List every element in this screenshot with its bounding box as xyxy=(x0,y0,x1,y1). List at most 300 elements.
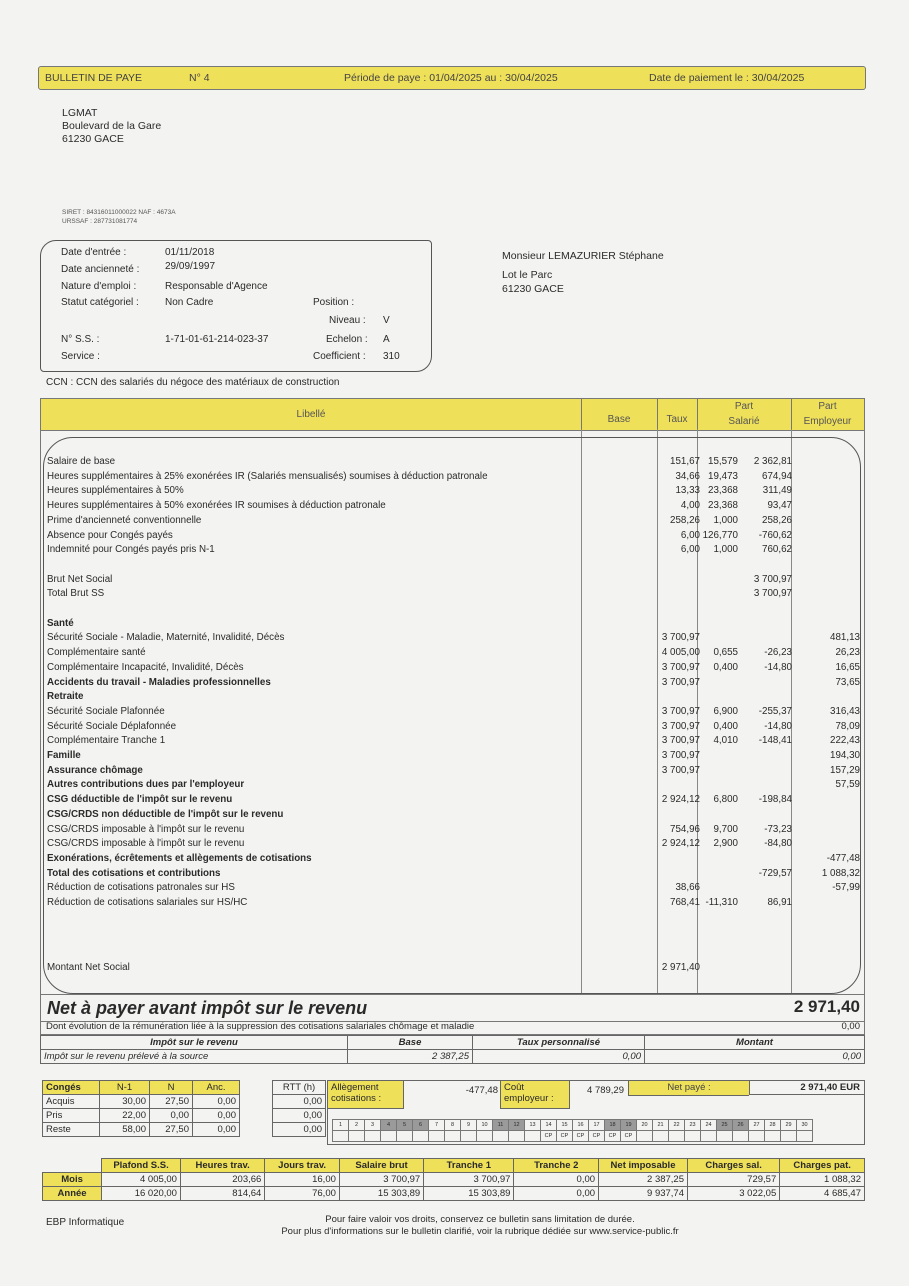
table-row xyxy=(41,558,864,573)
day-cell: 24 xyxy=(701,1120,717,1131)
leave-row-label: Reste xyxy=(43,1123,100,1137)
day-cell: 7 xyxy=(429,1120,445,1131)
cumul-header: Tranche 1 xyxy=(424,1159,514,1173)
leave-row-label: Pris xyxy=(43,1109,100,1123)
cumul-row-label: Mois xyxy=(43,1173,102,1187)
row-salarie: -198,84 xyxy=(758,794,792,806)
cumul-cell: 9 937,74 xyxy=(599,1187,688,1201)
footer-brand: EBP Informatique xyxy=(46,1217,125,1228)
table-row xyxy=(41,749,864,764)
day-cell: 20 xyxy=(637,1120,653,1131)
day-cp-cell xyxy=(701,1131,717,1142)
day-cell: 27 xyxy=(749,1120,765,1131)
header-part-salarie xyxy=(697,399,792,430)
row-label: Assurance chômage xyxy=(47,764,143,776)
day-cell: 4 xyxy=(381,1120,397,1131)
row-taux: 0,400 xyxy=(713,720,738,732)
row-base: 3 700,97 xyxy=(661,661,700,673)
row-salarie: 3 700,97 xyxy=(753,588,792,600)
row-label: Indemnité pour Congés payés pris N-1 xyxy=(47,544,215,556)
header-salarie: Salarié xyxy=(728,416,760,427)
row-salarie: -760,62 xyxy=(758,529,792,541)
day-cell: 5 xyxy=(397,1120,413,1131)
header-part: Part xyxy=(734,401,754,412)
row-taux: 0,655 xyxy=(713,647,738,659)
payment-date: Date de paiement le : 30/04/2025 xyxy=(649,72,805,84)
leave-h3: Anc. xyxy=(193,1081,240,1095)
table-row xyxy=(41,514,864,529)
row-label: Salaire de base xyxy=(47,456,116,467)
leave-cell: 27,50 xyxy=(150,1123,193,1137)
row-employeur: 481,13 xyxy=(830,632,860,644)
day-cp-cell xyxy=(445,1131,461,1142)
day-cp-cell xyxy=(637,1131,653,1142)
table-row xyxy=(41,823,864,838)
cumul-cell: 814,64 xyxy=(180,1187,264,1201)
row-base: 3 700,97 xyxy=(661,705,700,717)
table-row xyxy=(41,837,864,852)
row-employeur: 16,65 xyxy=(835,661,860,673)
row-taux: 2,900 xyxy=(713,838,738,850)
table-row xyxy=(41,852,864,867)
tax-montant: 0,00 xyxy=(645,1050,865,1064)
day-cell: 22 xyxy=(669,1120,685,1131)
row-label: Heures supplémentaires à 25% exonérées IR (Salariés mensualisés) soumises à déduction patronale xyxy=(47,470,488,482)
cumul-header xyxy=(43,1159,102,1173)
header-libelle: Libellé xyxy=(41,399,582,430)
tax-taux: 0,00 xyxy=(473,1050,645,1064)
day-cell: 2 xyxy=(349,1120,365,1131)
net-social-value: 2 971,40 xyxy=(661,962,700,973)
bulletin-number: N° 4 xyxy=(189,72,210,84)
cumul-cell: 16 020,00 xyxy=(102,1187,181,1201)
cumul-cell: 1 088,32 xyxy=(780,1173,865,1187)
employer-name: LGMAT xyxy=(62,107,98,119)
row-base: 6,00 xyxy=(680,544,700,556)
row-base: 3 700,97 xyxy=(661,750,700,761)
table-row xyxy=(41,529,864,544)
row-employeur: 222,43 xyxy=(830,735,860,747)
tax-header-base: Base xyxy=(348,1036,473,1050)
day-cell: 1 xyxy=(333,1120,349,1131)
day-cp-cell xyxy=(653,1131,669,1142)
footer-notice xyxy=(200,1214,760,1238)
row-base: 4,00 xyxy=(680,500,700,512)
row-employeur: -57,99 xyxy=(832,882,860,894)
row-employeur: 57,59 xyxy=(835,779,860,791)
table-body xyxy=(40,429,865,994)
row-label: Retraite xyxy=(47,691,84,703)
row-taux: 15,579 xyxy=(708,456,738,467)
leave-cell: 22,00 xyxy=(100,1109,150,1123)
day-cp-cell: CP xyxy=(589,1131,605,1142)
value-date-entree: 01/11/2018 xyxy=(165,247,215,258)
row-taux: 23,368 xyxy=(708,485,738,497)
table-row xyxy=(41,617,864,632)
row-salarie: -148,41 xyxy=(758,735,792,747)
label-anciennete: Date ancienneté : xyxy=(61,264,140,275)
day-cp-cell xyxy=(525,1131,541,1142)
row-label: Complémentaire Incapacité, Invalidité, Décès xyxy=(47,661,244,673)
row-label: Total des cotisations et contributions xyxy=(47,867,221,879)
day-cell: 6 xyxy=(413,1120,429,1131)
employee-info-box xyxy=(40,240,432,372)
row-label: Santé xyxy=(47,617,74,629)
header-part-employeur xyxy=(791,399,864,430)
row-base: 151,67 xyxy=(670,456,700,467)
row-salarie: -73,23 xyxy=(764,823,792,835)
row-label: CSG/CRDS imposable à l'impôt sur le revenu xyxy=(47,838,245,850)
table-row xyxy=(41,455,864,470)
day-cell: 11 xyxy=(493,1120,509,1131)
net-before-tax-label: Net à payer avant impôt sur le revenu xyxy=(47,998,368,1018)
row-salarie: -14,80 xyxy=(764,661,792,673)
row-base: 4 005,00 xyxy=(661,647,700,659)
row-salarie: 93,47 xyxy=(767,500,792,512)
day-cell: 23 xyxy=(685,1120,701,1131)
table-row xyxy=(41,690,864,705)
row-label: CSG/CRDS imposable à l'impôt sur le revenu xyxy=(47,823,245,835)
table-row xyxy=(41,646,864,661)
day-cp-cell: CP xyxy=(557,1131,573,1142)
siret: SIRET : 84316011000022 NAF : 4673A xyxy=(62,209,176,216)
label-date-entree: Date d'entrée : xyxy=(61,247,127,258)
cumul-header: Salaire brut xyxy=(339,1159,423,1173)
row-taux: -11,310 xyxy=(705,897,738,908)
row-label: Total Brut SS xyxy=(47,588,105,600)
leave-h2: N xyxy=(150,1081,193,1095)
row-employeur: 78,09 xyxy=(835,720,860,732)
allegement-label2: cotisations : xyxy=(331,1093,382,1104)
row-taux: 19,473 xyxy=(708,470,738,482)
leave-h0: Congés xyxy=(43,1081,100,1095)
table-row xyxy=(41,470,864,485)
cumul-cell: 203,66 xyxy=(180,1173,264,1187)
row-employeur: 1 088,32 xyxy=(821,867,860,879)
row-label: Sécurité Sociale Déplafonnée xyxy=(47,720,177,732)
bulletin-title: BULLETIN DE PAYE xyxy=(45,72,143,84)
rtt-cell: 0,00 xyxy=(273,1095,326,1109)
day-cell: 30 xyxy=(797,1120,813,1131)
row-taux: 1,000 xyxy=(713,544,738,556)
ccn-label: CCN : CCN des salariés du négoce des matériaux de construction xyxy=(46,377,340,388)
row-employeur: -477,48 xyxy=(826,852,860,864)
rtt-header: RTT (h) xyxy=(273,1081,326,1095)
header-taux: Taux xyxy=(657,399,698,430)
row-base: 38,66 xyxy=(675,882,700,894)
row-label: CSG déductible de l'impôt sur le revenu xyxy=(47,794,233,806)
cumul-cell: 15 303,89 xyxy=(339,1187,423,1201)
row-label: Heures supplémentaires à 50% xyxy=(47,485,184,497)
row-employeur: 26,23 xyxy=(835,647,860,659)
value-statut: Non Cadre xyxy=(165,297,214,308)
day-cp-cell xyxy=(781,1131,797,1142)
table-row xyxy=(41,484,864,499)
table-row xyxy=(41,793,864,808)
cumul-cell: 0,00 xyxy=(514,1173,599,1187)
label-position: Position : xyxy=(313,297,355,308)
cumul-cell: 3 700,97 xyxy=(424,1173,514,1187)
row-label: Complémentaire santé xyxy=(47,647,146,659)
row-salarie: -729,57 xyxy=(758,867,792,879)
recipient-name: Monsieur LEMAZURIER Stéphane xyxy=(502,250,664,262)
day-cell: 25 xyxy=(717,1120,733,1131)
row-base: 3 700,97 xyxy=(661,720,700,732)
footer-line1: Pour faire valoir vos droits, conservez ce bulletin sans limitation de durée. xyxy=(325,1214,635,1225)
net-social-row xyxy=(41,961,864,976)
day-cp-cell xyxy=(685,1131,701,1142)
row-label: Réduction de cotisations salariales sur HS/HC xyxy=(47,897,248,908)
cumul-cell: 4 685,47 xyxy=(780,1187,865,1201)
row-salarie: 86,91 xyxy=(767,897,792,908)
cumul-cell: 76,00 xyxy=(265,1187,340,1201)
cumul-header: Tranche 2 xyxy=(514,1159,599,1173)
day-cell: 21 xyxy=(653,1120,669,1131)
cout-value: 4 789,29 xyxy=(587,1085,624,1096)
table-row xyxy=(41,661,864,676)
row-base: 3 700,97 xyxy=(661,676,700,688)
label-service: Service : xyxy=(61,351,100,362)
day-cell: 18 xyxy=(605,1120,621,1131)
tax-base: 2 387,25 xyxy=(348,1050,473,1064)
tax-header-impot: Impôt sur le revenu xyxy=(41,1036,348,1050)
rtt-cell: 0,00 xyxy=(273,1109,326,1123)
table-row xyxy=(41,881,864,896)
cumul-header: Charges pat. xyxy=(780,1159,865,1173)
day-cp-cell xyxy=(333,1131,349,1142)
recipient-block xyxy=(502,249,664,296)
leave-cell: 58,00 xyxy=(100,1123,150,1137)
day-cell: 12 xyxy=(509,1120,525,1131)
row-label: Exonérations, écrêtements et allègements de cotisations xyxy=(47,852,312,864)
cumul-cell: 16,00 xyxy=(265,1173,340,1187)
row-salarie: -14,80 xyxy=(764,720,792,732)
day-cp-cell xyxy=(733,1131,749,1142)
value-coefficient: 310 xyxy=(383,351,400,362)
row-base: 754,96 xyxy=(670,823,700,835)
day-cp-cell xyxy=(429,1131,445,1142)
cumul-cell: 4 005,00 xyxy=(102,1173,181,1187)
day-cp-cell xyxy=(717,1131,733,1142)
row-label: Prime d'ancienneté conventionnelle xyxy=(47,514,202,526)
day-cell: 26 xyxy=(733,1120,749,1131)
table-row xyxy=(41,499,864,514)
table-row xyxy=(41,602,864,617)
table-row xyxy=(41,867,864,882)
table-row xyxy=(41,705,864,720)
row-salarie: 674,94 xyxy=(762,470,792,482)
row-salarie: -26,23 xyxy=(764,647,792,659)
table-row xyxy=(41,808,864,823)
row-base: 13,33 xyxy=(675,485,700,497)
row-label: Accidents du travail - Maladies professionnelles xyxy=(47,676,271,688)
day-cp-cell: CP xyxy=(621,1131,637,1142)
day-cp-cell xyxy=(461,1131,477,1142)
tax-header-taux: Taux personnalisé xyxy=(473,1036,645,1050)
row-label: Sécurité Sociale Plafonnée xyxy=(47,705,165,717)
leave-cell: 30,00 xyxy=(100,1095,150,1109)
day-cell: 17 xyxy=(589,1120,605,1131)
row-label: CSG/CRDS non déductible de l'impôt sur le revenu xyxy=(47,808,284,820)
row-employeur: 316,43 xyxy=(830,705,860,717)
day-cell: 9 xyxy=(461,1120,477,1131)
row-salarie: -255,37 xyxy=(758,705,792,717)
row-label: Autres contributions dues par l'employeur xyxy=(47,779,245,791)
day-cell: 13 xyxy=(525,1120,541,1131)
day-cp-cell xyxy=(381,1131,397,1142)
cumul-header: Heures trav. xyxy=(180,1159,264,1173)
days-grid xyxy=(332,1119,813,1142)
value-ss: 1-71-01-61-214-023-37 xyxy=(165,334,269,345)
table-row xyxy=(41,587,864,602)
header-bar xyxy=(38,66,866,90)
allegement-label1: Allègement xyxy=(331,1082,379,1093)
row-taux: 4,010 xyxy=(713,735,738,747)
row-taux: 9,700 xyxy=(713,823,738,835)
row-salarie: 258,26 xyxy=(762,514,792,526)
table-row xyxy=(41,778,864,793)
label-coefficient: Coefficient : xyxy=(313,351,366,362)
value-echelon: A xyxy=(383,334,390,345)
net-paye-value: 2 971,40 EUR xyxy=(749,1081,864,1095)
day-cp-cell xyxy=(397,1131,413,1142)
leave-cell: 27,50 xyxy=(150,1095,193,1109)
day-cp-cell xyxy=(349,1131,365,1142)
employer-city: 61230 GACE xyxy=(62,133,124,145)
leave-cell: 0,00 xyxy=(193,1095,240,1109)
cumul-header: Jours trav. xyxy=(265,1159,340,1173)
value-anciennete: 29/09/1997 xyxy=(165,261,216,272)
cumul-cell: 15 303,89 xyxy=(424,1187,514,1201)
cumul-cell: 3 022,05 xyxy=(688,1187,780,1201)
cumul-header: Charges sal. xyxy=(688,1159,780,1173)
allegement-value: -477,48 xyxy=(465,1085,498,1096)
evolution-label: Dont évolution de la rémunération liée à la suppression des cotisations salariales chômage et maladie xyxy=(46,1021,475,1032)
row-base: 2 924,12 xyxy=(661,794,700,806)
net-paye-label: Net payé : xyxy=(628,1081,749,1096)
tax-label: Impôt sur le revenu prélevé à la source xyxy=(41,1050,348,1064)
row-label: Heures supplémentaires à 50% exonérées IR soumises à déduction patronale xyxy=(47,500,386,512)
leave-row-label: Acquis xyxy=(43,1095,100,1109)
row-salarie: 2 362,81 xyxy=(753,456,792,467)
table-row xyxy=(41,764,864,779)
row-label: Complémentaire Tranche 1 xyxy=(47,735,166,747)
label-nature: Nature d'emploi : xyxy=(61,281,137,292)
row-employeur: 157,29 xyxy=(830,764,860,776)
label-statut: Statut catégoriel : xyxy=(61,297,139,308)
cumul-cell: 729,57 xyxy=(688,1173,780,1187)
row-salarie: 311,49 xyxy=(762,485,792,497)
leave-cell: 0,00 xyxy=(150,1109,193,1123)
row-salarie: 3 700,97 xyxy=(753,573,792,585)
rtt-table xyxy=(272,1080,326,1137)
cumul-table xyxy=(42,1158,865,1201)
header-base: Base xyxy=(581,399,658,430)
label-ss: N° S.S. : xyxy=(61,334,100,345)
summary-block xyxy=(327,1080,865,1145)
row-label: Réduction de cotisations patronales sur HS xyxy=(47,882,235,894)
urssaf: URSSAF : 287731081774 xyxy=(62,218,138,225)
recipient-line2: 61230 GACE xyxy=(502,283,564,295)
recipient-line1: Lot le Parc xyxy=(502,269,553,281)
cout-label1: Coût xyxy=(504,1082,525,1093)
cumul-cell: 3 700,97 xyxy=(339,1173,423,1187)
day-cell: 8 xyxy=(445,1120,461,1131)
row-label: Brut Net Social xyxy=(47,573,113,585)
day-cp-cell: CP xyxy=(573,1131,589,1142)
net-before-tax-row xyxy=(40,994,865,1022)
leave-table xyxy=(42,1080,240,1137)
day-cell: 14 xyxy=(541,1120,557,1131)
value-niveau: V xyxy=(383,315,390,326)
value-nature: Responsable d'Agence xyxy=(165,281,268,292)
rtt-cell: 0,00 xyxy=(273,1123,326,1137)
cumul-cell: 0,00 xyxy=(514,1187,599,1201)
row-base: 6,00 xyxy=(680,529,700,541)
row-taux: 126,770 xyxy=(702,529,738,541)
leave-cell: 0,00 xyxy=(193,1123,240,1137)
employer-ids xyxy=(62,208,176,226)
row-base: 258,26 xyxy=(670,514,700,526)
row-salarie: -84,80 xyxy=(764,838,792,850)
day-cell: 29 xyxy=(781,1120,797,1131)
header-part-2: Part xyxy=(818,401,837,412)
label-echelon: Echelon : xyxy=(326,334,368,345)
evolution-value: 0,00 xyxy=(841,1021,860,1032)
cout-label-box xyxy=(500,1081,570,1109)
table-row xyxy=(41,543,864,558)
row-salarie: 760,62 xyxy=(762,544,792,556)
table-row xyxy=(41,573,864,588)
row-label: Sécurité Sociale - Maladie, Maternité, Invalidité, Décès xyxy=(47,632,285,644)
cumul-header: Plafond S.S. xyxy=(102,1159,181,1173)
pay-period: Période de paye : 01/04/2025 au : 30/04/2025 xyxy=(344,72,558,84)
row-base: 768,41 xyxy=(670,897,700,908)
table-row xyxy=(41,631,864,646)
row-base: 2 924,12 xyxy=(661,838,700,850)
day-cell: 19 xyxy=(621,1120,637,1131)
day-cell: 10 xyxy=(477,1120,493,1131)
row-base: 34,66 xyxy=(675,470,700,482)
label-niveau: Niveau : xyxy=(329,315,366,326)
day-cp-cell: CP xyxy=(541,1131,557,1142)
row-base: 3 700,97 xyxy=(661,632,700,644)
day-cp-cell: CP xyxy=(605,1131,621,1142)
allegement-label-box xyxy=(328,1081,404,1109)
day-cell: 28 xyxy=(765,1120,781,1131)
header-employeur: Employeur xyxy=(803,416,852,427)
day-cp-cell xyxy=(797,1131,813,1142)
row-taux: 6,800 xyxy=(713,794,738,806)
cumul-cell: 2 387,25 xyxy=(599,1173,688,1187)
day-cp-cell xyxy=(669,1131,685,1142)
day-cell: 16 xyxy=(573,1120,589,1131)
day-cp-cell xyxy=(365,1131,381,1142)
row-taux: 0,400 xyxy=(713,661,738,673)
table-row xyxy=(41,734,864,749)
row-taux: 23,368 xyxy=(708,500,738,512)
tax-table xyxy=(40,1035,865,1064)
day-cp-cell xyxy=(765,1131,781,1142)
cout-label2: employeur : xyxy=(504,1093,554,1104)
day-cp-cell xyxy=(413,1131,429,1142)
day-cp-cell xyxy=(477,1131,493,1142)
day-cell: 3 xyxy=(365,1120,381,1131)
table-row xyxy=(41,896,864,911)
employer-street: Boulevard de la Gare xyxy=(62,120,162,132)
row-employeur: 194,30 xyxy=(830,750,860,761)
leave-cell: 0,00 xyxy=(193,1109,240,1123)
